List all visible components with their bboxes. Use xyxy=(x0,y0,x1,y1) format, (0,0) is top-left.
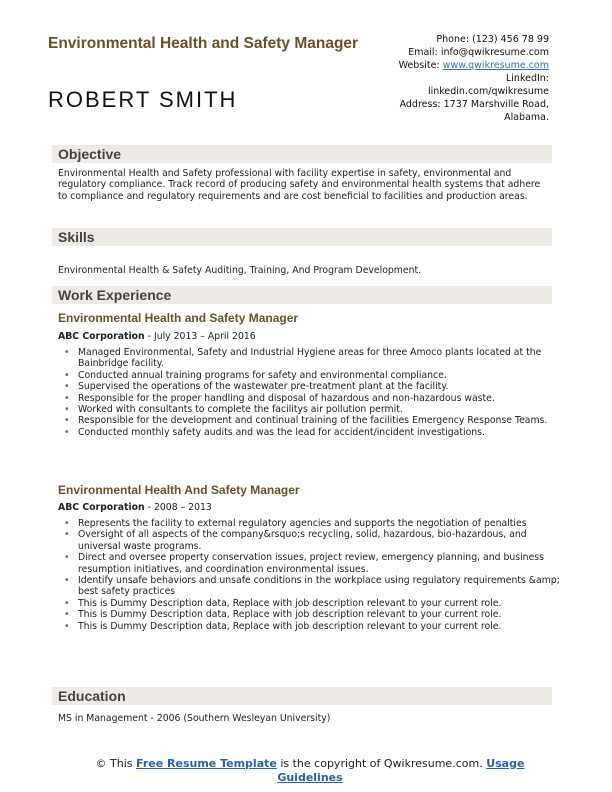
education-heading: Education xyxy=(58,688,126,704)
address-value: 1737 Marshville Road, Alabama. xyxy=(443,99,549,123)
candidate-name: ROBERT SMITH xyxy=(48,87,238,112)
contact-email xyxy=(339,46,549,59)
list-item: • Oversight of all aspects of the company&rsquo;s recycling, solid, hazardous, bio-hazardous, and universal waste programs. xyxy=(78,529,570,552)
usage-guidelines-link[interactable]: Usage Guidelines xyxy=(277,757,525,784)
skills-heading: Skills xyxy=(58,229,95,245)
list-item: • Conducted annual training programs for safety and environmental compliance. xyxy=(78,370,570,381)
contact-website xyxy=(339,59,549,72)
job-1-meta xyxy=(58,331,256,342)
list-item: • Direct and oversee property conservation issues, project review, emergency planning, and business resumption initiatives, and coordination environmental issues. xyxy=(78,552,570,575)
contact-address xyxy=(339,98,549,124)
job-2-dates: - 2008 – 2013 xyxy=(144,502,212,513)
phone-label: Phone: xyxy=(436,34,470,45)
experience-section-header xyxy=(52,286,552,304)
objective-heading: Objective xyxy=(58,146,122,162)
list-item: • Worked with consultants to complete the facilitys air pollution permit. xyxy=(78,404,570,415)
job-1-company: ABC Corporation xyxy=(58,331,145,342)
free-resume-template-link[interactable]: Free Resume Template xyxy=(136,757,277,770)
education-section-header xyxy=(52,687,552,705)
footer-prefix: © This xyxy=(95,757,137,770)
education-text: MS in Management - 2006 (Southern Wesleyan University) xyxy=(58,713,331,724)
job-2-bullets xyxy=(58,518,570,632)
linkedin-value: linkedin.com/qwikresume xyxy=(427,86,549,97)
list-item: • This is Dummy Description data, Replace with job description relevant to your current role. xyxy=(78,621,570,632)
job-2-meta xyxy=(58,502,212,513)
list-item: • Managed Environmental, Safety and Industrial Hygiene areas for three Amoco plants located at the Bainbridge facility. xyxy=(78,347,570,370)
list-item: • Responsible for the development and continual training of the facilities Emergency Response Teams. xyxy=(78,415,570,426)
list-item: • Conducted monthly safety audits and was the lead for accident/incident investigations. xyxy=(78,427,570,438)
objective-section-header xyxy=(52,145,552,163)
address-label: Address: xyxy=(399,99,441,110)
resume-job-title: Environmental Health and Safety Manager xyxy=(48,35,359,52)
copyright-footer xyxy=(80,757,540,785)
objective-text: Environmental Health and Safety professional with facility expertise in safety, environmental and regulatory compliance. Track record of producing safety and environmental health systems that adhere to compliance and regulatory requirements and are cost beneficial to facilities and production areas. xyxy=(58,168,541,202)
list-item: • Supervised the operations of the wastewater pre-treatment plant at the facility. xyxy=(78,381,570,392)
job-1-title: Environmental Health and Safety Manager xyxy=(58,311,299,325)
contact-phone xyxy=(339,33,549,46)
linkedin-label: LinkedIn: xyxy=(505,73,549,84)
email-label: Email: xyxy=(408,47,438,58)
job-1-bullets xyxy=(58,347,570,438)
skills-text: Environmental Health & Safety Auditing, Training, And Program Development. xyxy=(58,265,422,276)
skills-section-header xyxy=(52,228,552,246)
job-2-company: ABC Corporation xyxy=(58,502,145,513)
experience-heading: Work Experience xyxy=(58,287,172,303)
list-item: • Identify unsafe behaviors and unsafe conditions in the workplace using regulatory requirements &amp; best safety practices xyxy=(78,575,570,598)
list-item: • This is Dummy Description data, Replace with job description relevant to your current role. xyxy=(78,598,570,609)
website-link[interactable]: www.qwikresume.com xyxy=(442,60,549,71)
job-1-dates: - July 2013 – April 2016 xyxy=(144,331,256,342)
job-2-title: Environmental Health And Safety Manager xyxy=(58,483,300,497)
contact-block xyxy=(339,33,549,124)
website-label: Website: xyxy=(398,60,440,71)
list-item: • Responsible for the proper handling and disposal of hazardous and non-hazardous waste. xyxy=(78,393,570,404)
list-item: • This is Dummy Description data, Replace with job description relevant to your current role. xyxy=(78,609,570,620)
footer-middle: is the copyright of Qwikresume.com. xyxy=(276,757,487,770)
phone-value: (123) 456 78 99 xyxy=(472,34,549,45)
list-item: • Represents the facility to external regulatory agencies and supports the negotiation of penalties xyxy=(78,518,570,529)
email-value: info@qwikresume.com xyxy=(440,47,549,58)
